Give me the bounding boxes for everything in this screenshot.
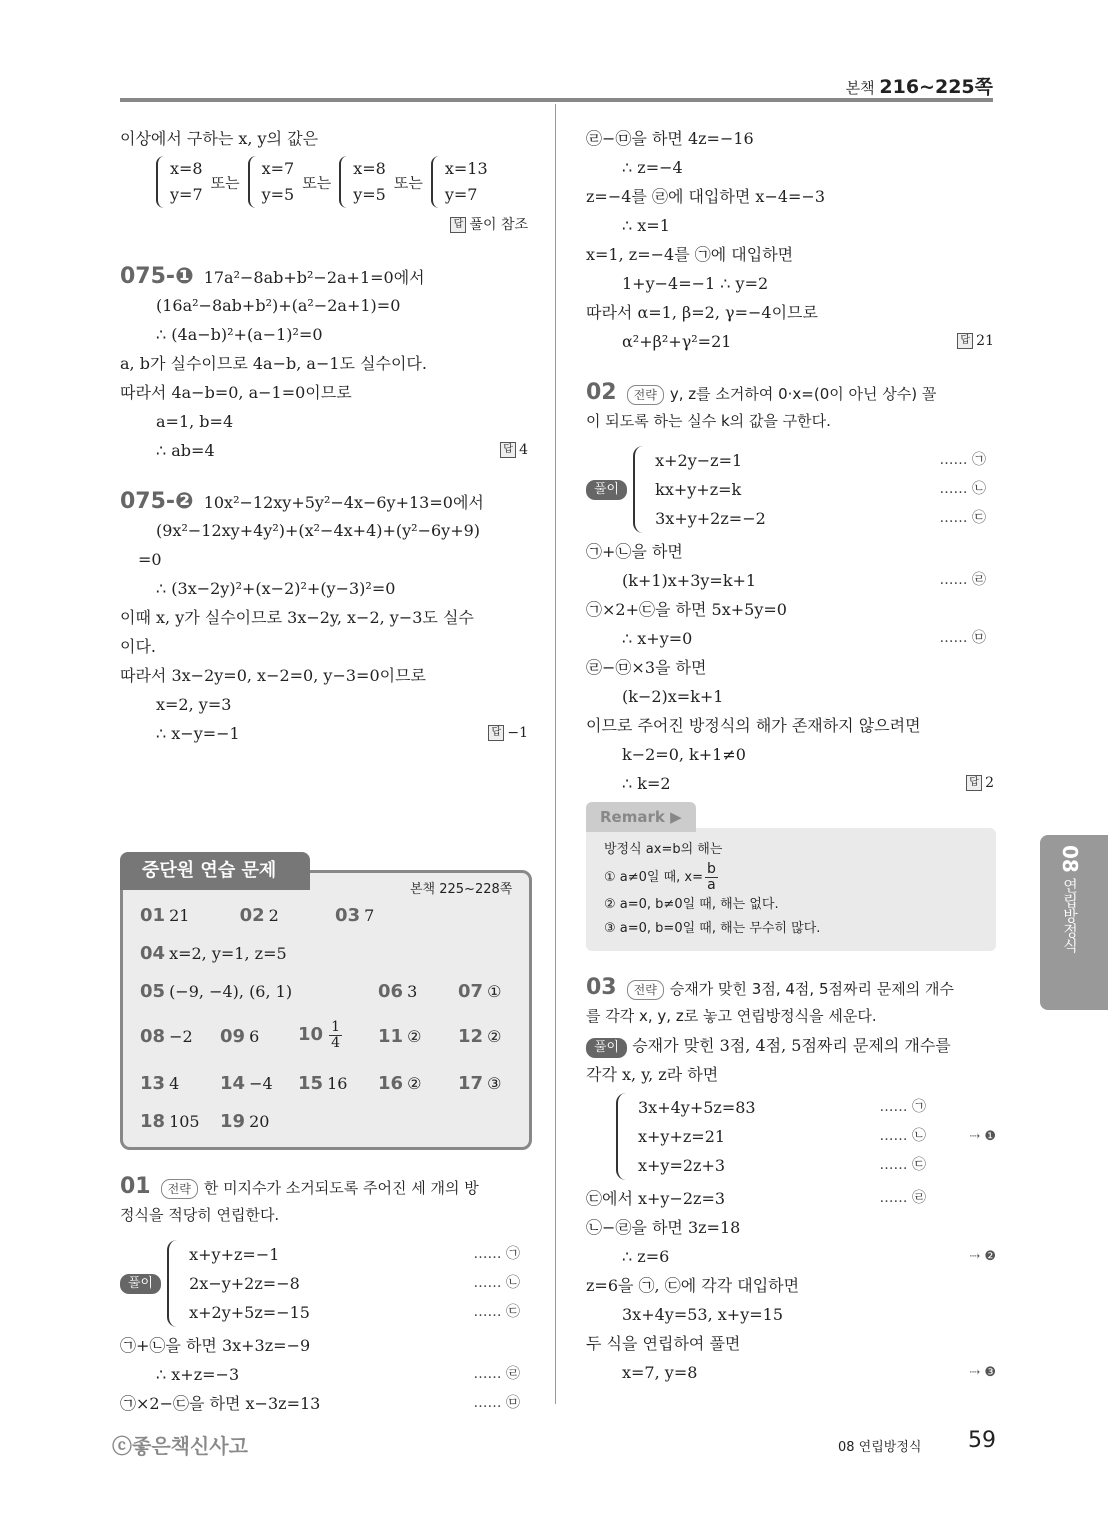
p02-system <box>586 442 996 537</box>
remark-line-3: ③ a=0, b=0일 때, 해는 무수히 많다. <box>604 921 821 936</box>
fraction-num: b <box>707 861 716 877</box>
p03-line-0-text: ㉢에서 x+y−2z=3 <box>586 1189 726 1208</box>
fraction-10 <box>329 1020 342 1051</box>
answer-value: 2 <box>268 906 279 925</box>
summary-row-2 <box>140 943 287 964</box>
answer-value: ③ <box>487 1074 502 1093</box>
p01-line-2 <box>120 1360 530 1389</box>
p03-line-1 <box>586 1213 996 1242</box>
answer-value: ② <box>487 1027 502 1046</box>
step-3-marker: ⇢ ❸ <box>969 1365 996 1380</box>
p03-eq-2-text: x+y+z=21 <box>638 1127 726 1146</box>
answer-value: 3 <box>407 982 418 1001</box>
p03-line-3 <box>586 1271 996 1300</box>
answer-num: 17 <box>458 1073 484 1094</box>
publisher-logo: ⓒ좋은책신사고 <box>112 1434 248 1458</box>
answer-value: −4 <box>249 1074 273 1093</box>
p075-2-text-2: =0 <box>138 550 162 569</box>
r-top-5: 1+y−4=−1 ∴ y=2 <box>622 274 769 293</box>
p01-line-3 <box>120 1389 530 1418</box>
p02-strategy-text-1: y, z를 소거하여 0·x=(0이 아닌 상수) 꼴 <box>669 385 937 403</box>
p075-1-text-1: (16a²−8ab+b²)+(a²−2a+1)=0 <box>156 296 401 315</box>
p03-eq-3 <box>638 1151 996 1180</box>
answer-box-icon: 답 <box>500 442 516 458</box>
solution-tag: 풀이 <box>586 480 627 500</box>
p02-line-5-text: (k−2)x=k+1 <box>622 687 724 706</box>
p03-eq-2 <box>638 1122 996 1151</box>
p01-line-2-text: ∴ x+z=−3 <box>156 1365 240 1384</box>
p075-1-answer <box>500 436 528 465</box>
r-top-6: 따라서 α=1, β=2, γ=−4이므로 <box>586 303 818 322</box>
p075-2-answer <box>488 719 528 748</box>
r-top-answer <box>957 327 994 356</box>
r-top-1: ∴ z=−4 <box>622 158 683 177</box>
p01-eq-1-text: x+y+z=−1 <box>189 1245 280 1264</box>
answer-value: (−9, −4), (6, 1) <box>169 982 293 1001</box>
p075-2-text-4: 이때 x, y가 실수이므로 3x−2y, x−2, y−3도 실수 <box>120 608 474 627</box>
answer-value: −2 <box>169 1027 193 1046</box>
fraction-den: 4 <box>331 1035 340 1051</box>
answer-num: 16 <box>378 1073 404 1094</box>
p02-eq-1-text: x+2y−z=1 <box>655 451 743 470</box>
answer-num: 08 <box>140 1026 166 1047</box>
p01-eq-1 <box>189 1240 530 1269</box>
p02-line-2-text: ㉠×2+㉢을 하면 5x+5y=0 <box>586 600 787 619</box>
answer-value: 7 <box>364 906 375 925</box>
left-column <box>120 124 530 748</box>
strategy-tag: 전략 <box>161 1179 198 1199</box>
p02-eq-2-mark: …… ㉡ <box>939 481 986 497</box>
r-top-4: x=1, z=−4를 ㉠에 대입하면 <box>586 245 794 264</box>
p075-1-text-3: a, b가 실수이므로 4a−b, a−1도 실수이다. <box>120 354 427 373</box>
p03-sol-text-2: 각각 x, y, z라 하면 <box>586 1065 719 1084</box>
p03-sol-text-1: 승재가 맞힌 3점, 4점, 5점짜리 문제의 개수를 <box>632 1036 951 1055</box>
p02-eq-2-text: kx+y+z=k <box>655 480 742 499</box>
answer-num: 02 <box>239 905 265 926</box>
p075-2-text-6: 따라서 3x−2y=0, x−2=0, y−3=0이므로 <box>120 666 426 685</box>
pair-2 <box>248 156 295 208</box>
p03-label: 03 <box>586 975 617 1000</box>
p03-strategy-text-1: 승재가 맞힌 3점, 4점, 5점짜리 문제의 개수 <box>669 980 954 998</box>
pair-4 <box>431 156 488 208</box>
answer-num: 03 <box>335 905 361 926</box>
remark-line-0: 방정식 ax=b의 해는 <box>604 842 723 857</box>
answer-num: 15 <box>298 1073 324 1094</box>
p01-line-3-text: ㉠×2−㉢을 하면 x−3z=13 <box>120 1394 321 1413</box>
answer-value: 6 <box>249 1027 260 1046</box>
summary-title: 중단원 연습 문제 <box>120 852 310 890</box>
pair-3-x: x=8 <box>353 159 386 178</box>
answer-num: 19 <box>220 1111 246 1132</box>
p02-line-8-text: ∴ k=2 <box>622 774 671 793</box>
answer-num: 01 <box>140 905 166 926</box>
remark-box <box>586 808 996 951</box>
right-column <box>586 124 996 1387</box>
pair-1-x: x=8 <box>170 159 203 178</box>
p01-eq-3-mark: …… ㉢ <box>473 1304 520 1320</box>
pair-1 <box>156 156 203 208</box>
p01-eq-3-text: x+2y+5z=−15 <box>189 1303 310 1322</box>
pair-3-y: y=5 <box>353 185 386 204</box>
p02-strategy-text-2: 이 되도록 하는 실수 k의 값을 구한다. <box>586 412 831 430</box>
answer-num: 12 <box>458 1026 484 1047</box>
header-rule <box>120 98 993 102</box>
answer-num: 11 <box>378 1026 404 1047</box>
p01-strategy-text-2: 정식을 적당히 연립한다. <box>120 1206 280 1224</box>
p02-answer <box>966 769 994 798</box>
answer-num: 04 <box>140 943 166 964</box>
p03-line-4 <box>586 1300 996 1329</box>
p02-line-0 <box>586 537 996 566</box>
side-tab-number: 08 <box>1058 845 1082 873</box>
p03-line-0-mark: …… ㉣ <box>879 1190 926 1206</box>
p03-line-2-text: ∴ z=6 <box>622 1247 670 1266</box>
answer-value: 16 <box>327 1074 348 1093</box>
r-top-final <box>586 327 996 356</box>
p01-eq-2-mark: …… ㉡ <box>473 1275 520 1291</box>
side-tab-title: 연립방정식 <box>1061 877 1079 953</box>
summary-row-4 <box>140 1020 510 1060</box>
r-top-3: ∴ x=1 <box>622 216 670 235</box>
p02-line-1 <box>586 566 996 595</box>
side-tab-text <box>1058 845 1082 953</box>
p075-1-final <box>120 436 530 465</box>
p03-system <box>586 1093 996 1180</box>
p02-line-7 <box>586 740 996 769</box>
answer-value: ① <box>487 982 502 1001</box>
pair-4-x: x=13 <box>444 159 488 178</box>
p075-1-text-2: ∴ (4a−b)²+(a−1)²=0 <box>156 325 323 344</box>
answer-box-icon: 답 <box>450 217 466 233</box>
r-top-7: α²+β²+γ²=21 <box>622 332 732 351</box>
r-top-0: ㉣−㉤을 하면 4z=−16 <box>586 129 754 148</box>
p02-line-2 <box>586 595 996 624</box>
p02-line-6-text: 이므로 주어진 방정식의 해가 존재하지 않으려면 <box>586 716 921 735</box>
p02-line-3 <box>586 624 996 653</box>
pair-2-y: y=5 <box>261 185 295 204</box>
p075-1-text-4: 따라서 4a−b=0, a−1=0이므로 <box>120 383 352 402</box>
p02-line-6 <box>586 711 996 740</box>
or-1: 또는 <box>210 173 240 192</box>
p03-sol-line-1 <box>586 1031 996 1060</box>
p075-1-answer-value: 4 <box>519 442 528 458</box>
p02-line-5 <box>586 682 996 711</box>
remark-line-1-text: ① a≠0일 때, x= <box>604 870 704 885</box>
strategy-tag: 전략 <box>627 980 664 1000</box>
page-number: 59 <box>968 1428 996 1453</box>
p01-eq-2-text: 2x−y+2z=−8 <box>189 1274 300 1293</box>
answer-num: 09 <box>220 1026 246 1047</box>
p01-line-3-mark: …… ㉤ <box>473 1395 520 1411</box>
p01-label: 01 <box>120 1174 151 1199</box>
strategy-tag: 전략 <box>627 385 664 405</box>
p075-1-label: 075-❶ <box>120 264 194 289</box>
answer-value: ② <box>407 1074 422 1093</box>
p03-line-2 <box>586 1242 996 1271</box>
pair-3 <box>339 156 386 208</box>
or-2: 또는 <box>302 173 332 192</box>
header-book-label: 본책 <box>845 79 875 97</box>
p01-strategy-line-1 <box>120 1172 530 1201</box>
pair-2-x: x=7 <box>261 159 295 178</box>
fraction-den: a <box>707 877 716 893</box>
p02-line-1-mark: …… ㉣ <box>939 572 986 588</box>
p02-label: 02 <box>586 380 617 405</box>
p03-eq-1-mark: …… ㉠ <box>879 1099 926 1115</box>
p03-line-6 <box>586 1358 996 1387</box>
p02-line-3-text: ∴ x+y=0 <box>622 629 693 648</box>
answer-ref-text: 풀이 참조 <box>469 217 528 233</box>
answer-value: ② <box>407 1027 422 1046</box>
p075-2-answer-value: −1 <box>507 725 528 741</box>
r-top-2: z=−4를 ㉣에 대입하면 x−4=−3 <box>586 187 826 206</box>
answer-num: 18 <box>140 1111 166 1132</box>
p03-eq-1-text: 3x+4y+5z=83 <box>638 1098 756 1117</box>
step-1-marker: ⇢ ❶ <box>969 1129 996 1144</box>
p03-eq-2-mark: …… ㉡ <box>879 1128 926 1144</box>
p075-1-text-0: 17a²−8ab+b²−2a+1=0에서 <box>203 268 425 287</box>
answer-value: 4 <box>169 1074 180 1093</box>
p02-eq-3-text: 3x+y+2z=−2 <box>655 509 766 528</box>
answer-box-icon: 답 <box>957 333 973 349</box>
answer-value: x=2, y=1, z=5 <box>169 944 287 963</box>
answer-num: 14 <box>220 1073 246 1094</box>
p075-1-text-5: a=1, b=4 <box>156 412 234 431</box>
p01-eq-1-mark: …… ㉠ <box>473 1246 520 1262</box>
p03-strategy-line-1 <box>586 973 996 1002</box>
answer-value: 21 <box>169 906 190 925</box>
p02-eq-3-mark: …… ㉢ <box>939 510 986 526</box>
remark-tab: Remark ▶ <box>586 802 696 832</box>
p02-eq-3 <box>655 504 996 533</box>
p02-eq-2 <box>655 475 996 504</box>
p03-line-6-text: x=7, y=8 <box>622 1363 698 1382</box>
p01-eq-3 <box>189 1298 530 1327</box>
p075-2-line-0 <box>120 487 530 516</box>
intro-line: 이상에서 구하는 x, y의 값은 <box>120 129 319 148</box>
p01-line-1: ㉠+㉡을 하면 3x+3z=−9 <box>120 1336 311 1355</box>
step-2-marker: ⇢ ❷ <box>969 1249 996 1264</box>
p03-eq-3-mark: …… ㉢ <box>879 1157 926 1173</box>
p03-line-3-text: z=6을 ㉠, ㉢에 각각 대입하면 <box>586 1276 800 1295</box>
p075-2-label: 075-❷ <box>120 489 194 514</box>
p03-line-0 <box>586 1184 996 1213</box>
answer-num: 05 <box>140 981 166 1002</box>
p01-strategy-text-1: 한 미지수가 소거되도록 주어진 세 개의 방 <box>203 1179 479 1197</box>
solution-tag: 풀이 <box>120 1274 161 1294</box>
solution-tag: 풀이 <box>586 1038 627 1058</box>
p02-line-4 <box>586 653 996 682</box>
p01-eq-2 <box>189 1269 530 1298</box>
answer-ref <box>450 211 528 240</box>
p075-2-text-0: 10x²−12xy+5y²−4x−6y+13=0에서 <box>203 493 484 512</box>
p075-2-text-5: 이다. <box>120 637 156 656</box>
footer-chapter: 08 연립방정식 <box>838 1440 922 1455</box>
p03-strategy-text-2: 를 각각 x, y, z로 놓고 연립방정식을 세운다. <box>586 1007 877 1025</box>
summary-row-1 <box>140 905 374 926</box>
answer-value: 20 <box>249 1112 270 1131</box>
p03-line-5-text: 두 식을 연립하여 풀면 <box>586 1334 741 1353</box>
p01-line-2-mark: …… ㉣ <box>473 1366 520 1382</box>
summary-page-ref: 본책 225~228쪽 <box>410 882 513 897</box>
p075-2-text-7: x=2, y=3 <box>156 695 232 714</box>
header-pages: 216~225쪽 <box>879 76 993 98</box>
p02-line-8 <box>586 769 996 798</box>
p02-answer-value: 2 <box>985 775 994 791</box>
answer-box-icon: 답 <box>966 775 982 791</box>
answer-num: 13 <box>140 1073 166 1094</box>
or-3: 또는 <box>393 173 423 192</box>
p02-eq-1-mark: …… ㉠ <box>939 452 986 468</box>
p075-2-text-8: ∴ x−y=−1 <box>156 724 240 743</box>
p02-line-1-text: (k+1)x+3y=k+1 <box>622 571 757 590</box>
pair-1-y: y=7 <box>170 185 203 204</box>
p075-1-line-0 <box>120 262 530 291</box>
header-page-reference <box>846 72 993 99</box>
answer-num: 07 <box>458 981 484 1002</box>
p03-line-4-text: 3x+4y=53, x+y=15 <box>622 1305 783 1324</box>
p075-2-text-3: ∴ (3x−2y)²+(x−2)²+(y−3)²=0 <box>156 579 396 598</box>
p02-eq-1 <box>655 446 996 475</box>
answer-box-icon: 답 <box>488 725 504 741</box>
remark-line-2: ② a=0, b≠0일 때, 해는 없다. <box>604 897 779 912</box>
problem-01 <box>120 1172 530 1418</box>
p03-eq-1 <box>638 1093 996 1122</box>
r-top-answer-value: 21 <box>976 333 994 349</box>
p02-line-0-text: ㉠+㉡을 하면 <box>586 542 683 561</box>
column-divider <box>555 104 556 1404</box>
p02-line-4-text: ㉣−㉤×3을 하면 <box>586 658 707 677</box>
p075-1-text-6: ∴ ab=4 <box>156 441 215 460</box>
answer-num: 10 <box>298 1024 324 1045</box>
solution-pairs <box>120 153 530 211</box>
chapter-side-tab <box>1040 835 1108 1010</box>
remark-line-1 <box>604 862 978 893</box>
pair-4-y: y=7 <box>444 185 478 204</box>
p02-strategy-line-1 <box>586 378 996 407</box>
p02-line-7-text: k−2=0, k+1≠0 <box>622 745 746 764</box>
answer-num: 06 <box>378 981 404 1002</box>
answer-value: 105 <box>169 1112 200 1131</box>
fraction-num: 1 <box>331 1019 340 1035</box>
remark-fraction <box>705 862 718 893</box>
p03-line-5 <box>586 1329 996 1358</box>
answer-ref-line <box>120 211 530 240</box>
p075-2-final <box>120 719 530 748</box>
p01-system <box>120 1236 530 1331</box>
p03-eq-3-text: x+y=2z+3 <box>638 1156 726 1175</box>
p02-line-3-mark: …… ㉤ <box>939 630 986 646</box>
p075-2-text-1: (9x²−12xy+4y²)+(x²−4x+4)+(y²−6y+9) <box>156 521 481 540</box>
summary-row-3 <box>140 981 510 1002</box>
p03-line-1-text: ㉡−㉣을 하면 3z=18 <box>586 1218 741 1237</box>
